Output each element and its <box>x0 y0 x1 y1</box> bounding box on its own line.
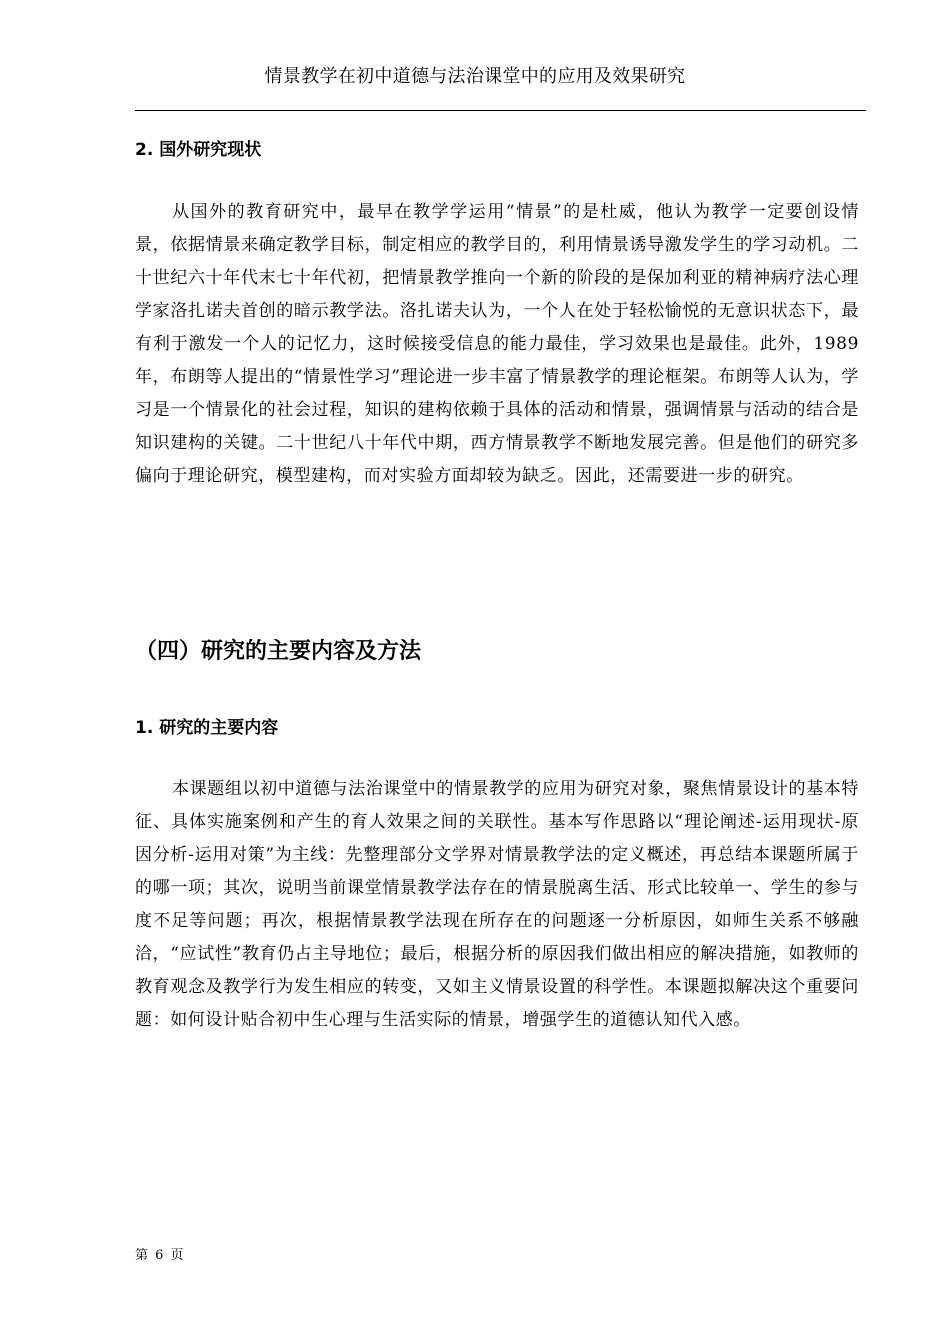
page-number: 第 6 页 <box>135 1248 184 1263</box>
paragraph-foreign-research: 从国外的教育研究中，最早在教学学运用“情景”的是杜威，他认为教学一定要创设情景，依据情景来确定教学目标，制定相应的教学目的，利用情景诱导激发学生的学习动机。二十世纪六十年代末七十年代初，把情景教学推向一个新的阶段的是保加利亚的精神病疗法心理学家洛扎诺夫首创的暗示教学法。洛扎诺夫认为，一个人在处于轻松愉悦的无意识状态下，最有利于激发一个人的记忆力，这时候接受信息的能力最佳，学习效果也是最佳。此外，1989 年，布朗等人提出的“情景性学习”理论进一步丰富了情景教学的理论框架。布朗等人认为，学习是一个情景化的社会过程，知识的建构依赖于具体的活动和情景，强调情景与活动的结合是知识建构的关键。二十世纪八十年代中期，西方情景教学不断地发展完善。但是他们的研究多偏向于理论研究，模型建构，而对实验方面却较为缺乏。因此，还需要进一步的研究。 <box>135 202 859 486</box>
running-header-title: 情景教学在初中道德与法治课堂中的应用及效果研究 <box>264 66 686 87</box>
section-heading-main-content: 1. 研究的主要内容 <box>135 718 279 738</box>
section-heading-foreign-research: 2. 国外研究现状 <box>135 140 262 160</box>
chapter-heading-main-content-methods: （四）研究的主要内容及方法 <box>135 639 422 664</box>
paragraph-main-content: 本课题组以初中道德与法治课堂中的情景教学的应用为研究对象，聚焦情景设计的基本特征、具体实施案例和产生的育人效果之间的关联性。基本写作思路以“理论阐述-运用现状-原因分析-运用对策”为主线：先整理部分文学界对情景教学法的定义概述，再总结本课题所属于的哪一项；其次，说明当前课堂情景教学法存在的情景脱离生活、形式比较单一、学生的参与度不足等问题；再次，根据情景教学法现在所存在的问题逐一分析原因，如师生关系不够融洽，“应试性”教育仍占主导地位；最后，根据分析的原因我们做出相应的解决措施，如教师的教育观念及教学行为发生相应的转变，又如主义情景设置的科学性。本课题拟解决这个重要问题：如何设计贴合初中生心理与生活实际的情景，增强学生的道德认知代入感。 <box>135 779 859 1030</box>
header-divider <box>135 110 866 111</box>
